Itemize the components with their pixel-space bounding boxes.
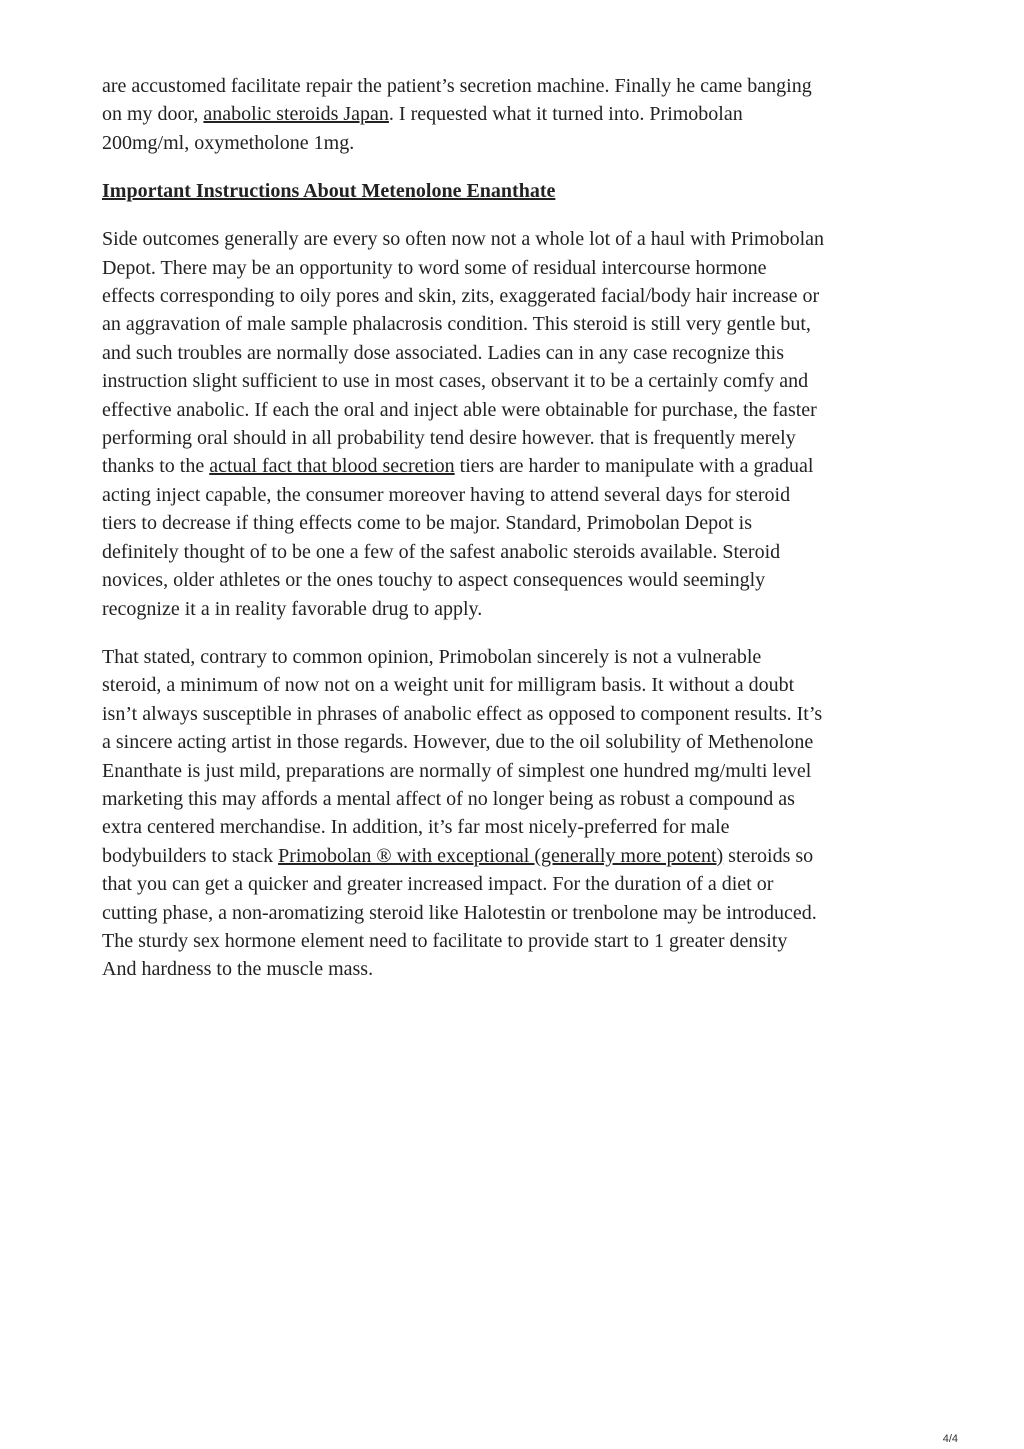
text-line: novices, older athletes or the ones touchy to aspect consequences would seemingly <box>102 569 766 592</box>
text-fragment: tiers are harder to manipulate with a gradual <box>454 455 814 478</box>
text-line <box>102 100 928 128</box>
text-line: are accustomed facilitate repair the patient’s secretion machine. Finally he came banging <box>102 75 812 97</box>
text-line: a sincere acting artist in those regards. However, due to the oil solubility of Methenolone <box>102 731 814 754</box>
text-line: Side outcomes generally are every so often now not a whole lot of a haul with Primobolan <box>102 228 825 251</box>
page-number: 4/4 <box>942 1433 958 1445</box>
text-fragment: steroids so <box>723 844 814 867</box>
text-line: extra centered merchandise. In addition, it’s far most nicely-preferred for male <box>102 816 730 839</box>
text-line: tiers to decrease if thing effects come to be major. Standard, Primobolan Depot is <box>102 512 753 535</box>
text-line: steroid, a minimum of now not on a weight unit for milligram basis. It without a doubt <box>102 674 795 697</box>
text-fragment: . I requested what it turned into. Primobolan <box>388 103 743 126</box>
text-line: 200mg/ml, oxymetholone 1mg. <box>102 131 355 154</box>
text-line: Enanthate is just mild, preparations are normally of simplest one hundred mg/multi level <box>102 759 812 782</box>
link-blood-secretion[interactable]: actual fact that blood secretion <box>209 455 455 478</box>
text-fragment: thanks to the <box>102 455 210 478</box>
section-heading: Important Instructions About Metenolone Enanthate <box>102 180 556 203</box>
text-line: The sturdy sex hormone element need to facilitate to provide start to 1 greater density <box>102 929 788 952</box>
text-fragment: bodybuilders to stack <box>102 844 279 867</box>
document-page <box>102 72 928 1004</box>
text-line: And hardness to the muscle mass. <box>102 958 374 981</box>
text-fragment: on my door, <box>102 103 204 126</box>
text-line: that you can get a quicker and greater increased impact. For the duration of a diet or <box>102 873 774 896</box>
text-line: isn’t always susceptible in phrases of anabolic effect as opposed to component results. It’s <box>102 702 823 725</box>
text-line: effects corresponding to oily pores and skin, zits, exaggerated facial/body hair increase or <box>102 285 820 308</box>
text-line: cutting phase, a non-aromatizing steroid like Halotestin or trenbolone may be introduced. <box>102 901 817 924</box>
text-line: performing oral should in all probability tend desire however. that is frequently merely <box>102 427 796 450</box>
text-line <box>102 452 928 480</box>
paragraph-potency <box>102 643 928 984</box>
text-line: marketing this may affords a mental affect of no longer being as robust a compound as <box>102 787 795 810</box>
paragraph-side-effects <box>102 225 928 623</box>
text-line: and such troubles are normally dose associated. Ladies can in any case recognize this <box>102 341 784 364</box>
text-line: an aggravation of male sample phalacrosis condition. This steroid is still very gentle but, <box>102 313 811 336</box>
text-line: That stated, contrary to common opinion, Primobolan sincerely is not a vulnerable <box>102 645 762 668</box>
text-line: recognize it a in reality favorable drug to apply. <box>102 597 483 620</box>
text-line: Depot. There may be an opportunity to word some of residual intercourse hormone <box>102 256 767 279</box>
text-line: definitely thought of to be one a few of the safest anabolic steroids available. Steroid <box>102 540 781 563</box>
text-line: instruction slight sufficient to use in most cases, observant it to be a certainly comfy and <box>102 370 809 393</box>
text-line: acting inject capable, the consumer moreover having to attend several days for steroid <box>102 483 791 506</box>
paragraph-intro <box>102 72 928 157</box>
text-line <box>102 842 928 870</box>
link-primobolan[interactable]: Primobolan ® with exceptional (generally more potent) <box>278 844 724 867</box>
text-line: effective anabolic. If each the oral and inject able were obtainable for purchase, the faster <box>102 398 817 421</box>
link-anabolic-steroids-japan[interactable]: anabolic steroids Japan <box>203 103 389 126</box>
